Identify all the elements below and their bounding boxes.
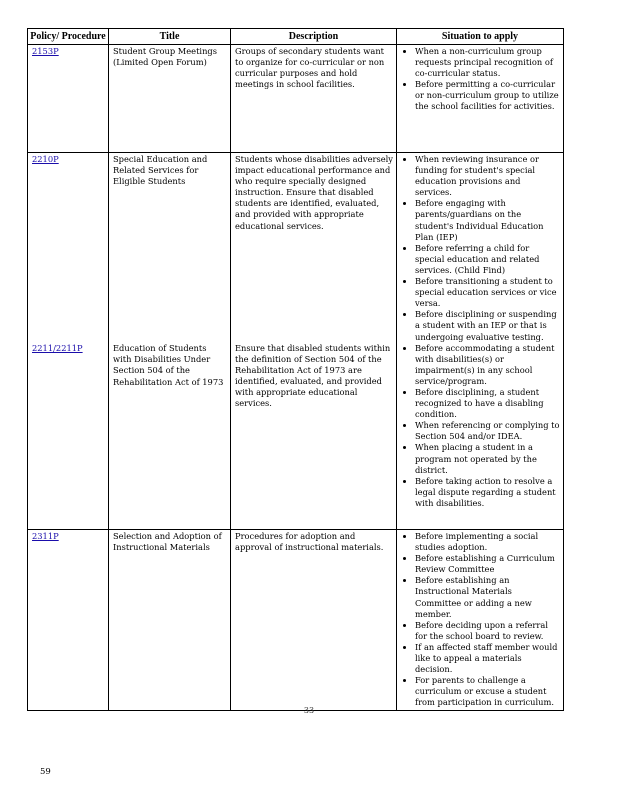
header-situation: Situation to apply: [397, 29, 564, 45]
policy-description: Students whose disabilities adversely impact educational performance and who require specially designed instruction. Ensure that disabled students are identified, evaluated, and provided with appropriate educational services.: [235, 154, 393, 231]
header-description: Description: [231, 29, 397, 45]
situation-item: • Before accommodating a student with disabilities(s) or impairment(s) in any school service/program.: [415, 343, 560, 387]
policy-title: Special Education and Related Services for Eligible Students: [113, 154, 208, 187]
situation-cell: [397, 153, 564, 530]
policy-title: Student Group Meetings (Limited Open Forum): [113, 46, 217, 68]
policy-table: [27, 28, 564, 711]
policy-description: Ensure that disabled students within the definition of Section 504 of the Rehabilitation Act of 1973 are identified, evaluated, and provided with appropriate educational services.: [235, 342, 391, 409]
situation-item: • Before permitting a co-curricular or non-curriculum group to utilize the school facilities for activities.: [415, 79, 560, 112]
situation-item: • When reviewing insurance or funding for student's special education provisions and services.: [415, 154, 560, 198]
policy-cell: [28, 45, 109, 153]
situation-item: • Before taking action to resolve a legal dispute regarding a student with disabilities.: [415, 476, 560, 509]
policy-cell: [28, 153, 109, 530]
situation-item: • When placing a student in a program not operated by the district.: [415, 442, 560, 475]
policy-cell: [28, 530, 109, 711]
description-cell: [231, 45, 397, 153]
table-row: [28, 530, 564, 711]
situation-item: • Before implementing a social studies adoption.: [415, 531, 560, 553]
policy-title: Education of Students with Disabilities Under Section 504 of the Rehabilitation Act of 1973: [113, 343, 224, 387]
table-row: [28, 45, 564, 153]
table-row: [28, 153, 564, 530]
situation-item: • For parents to challenge a curriculum or excuse a student from participation in curriculum.: [415, 675, 560, 708]
situation-item: • Before engaging with parents/guardians on the student's Individual Education Plan (IEP): [415, 198, 560, 242]
situation-item: • Before disciplining, a student recognized to have a disabling condition.: [415, 387, 560, 420]
situation-cell: [397, 530, 564, 711]
table-header-row: [28, 29, 564, 45]
situation-item: • When a non-curriculum group requests principal recognition of co-curricular status.: [415, 46, 560, 79]
situation-cell: [397, 45, 564, 153]
situation-item: • Before disciplining or suspending a student with an IEP or that is undergoing evaluative testing.: [415, 309, 560, 342]
situation-list: [401, 531, 560, 709]
description-cell: [231, 530, 397, 711]
policy-description: Groups of secondary students want to organize for co-curricular or non curricular purposes and hold meetings in school facilities.: [235, 46, 385, 90]
policy-link[interactable]: 2211/2211P: [32, 343, 83, 354]
policy-title: Selection and Adoption of Instructional Materials: [113, 531, 222, 553]
header-title: Title: [109, 29, 231, 45]
situation-item: • Before deciding upon a referral for the school board to review.: [415, 620, 560, 642]
description-cell: [231, 153, 397, 530]
situation-list: [401, 154, 560, 343]
situation-item: • Before establishing a Curriculum Review Committee: [415, 553, 560, 575]
footer-page-number: 59: [40, 767, 51, 777]
page-number: 33: [303, 706, 315, 715]
situation-item: • Before referring a child for special education and related services. (Child Find): [415, 243, 560, 276]
situation-list: [401, 46, 560, 113]
header-policy: Policy/ Procedure: [28, 29, 109, 45]
title-cell: [109, 45, 231, 153]
situation-list: [401, 343, 560, 509]
situation-item: • When referencing or complying to Section 504 and/or IDEA.: [415, 420, 560, 442]
situation-item: • Before transitioning a student to special education services or vice versa.: [415, 276, 560, 309]
situation-item: • If an affected staff member would like to appeal a materials decision.: [415, 642, 560, 675]
title-cell: [109, 153, 231, 530]
policy-link[interactable]: 2153P: [32, 46, 59, 56]
policy-link[interactable]: 2311P: [32, 531, 59, 541]
situation-item: • Before establishing an Instructional Materials Committee or adding a new member.: [415, 575, 560, 619]
policy-description: Procedures for adoption and approval of instructional materials.: [235, 531, 384, 553]
title-cell: [109, 530, 231, 711]
policy-link[interactable]: 2210P: [32, 154, 59, 164]
